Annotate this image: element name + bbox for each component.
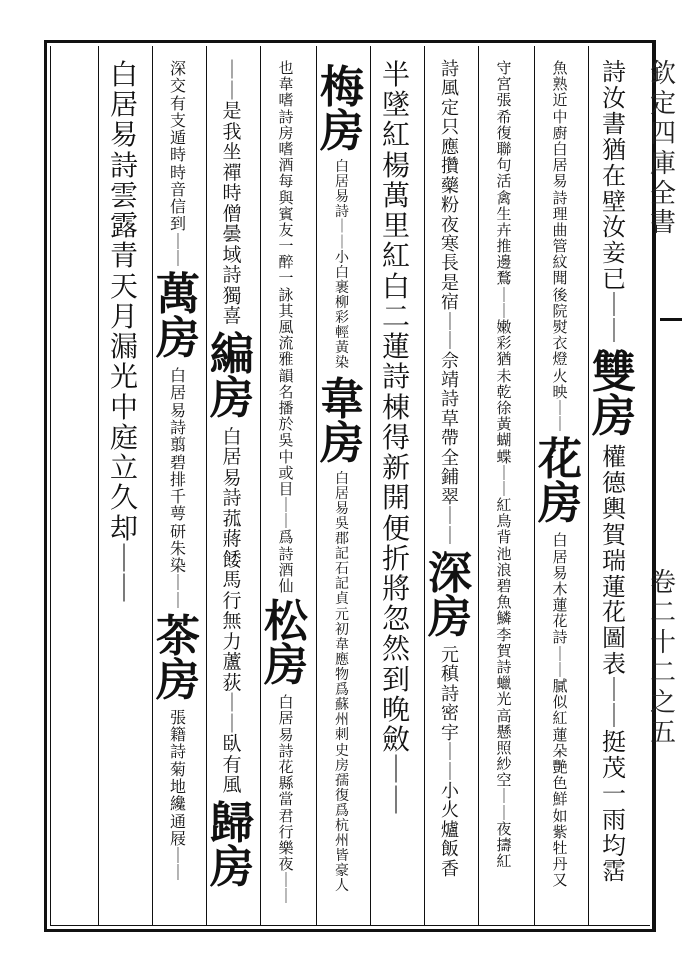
text-column — [102, 60, 146, 920]
entry-text: 白 居 易 詩 花 縣 當 君 行 樂 夜 ｜ ｜ — [278, 693, 294, 906]
entry-text: 魚 熟 近 中 廚 白 居 易 詩 理 曲 管 紋 聞 後 院 熨 衣 燈 火 映 ｜ ｜ — [552, 59, 568, 434]
entry-text: ｜ ｜ 是 我 坐 禪 時 僧 曇 域 詩 獨 喜 — [222, 59, 242, 328]
entry-heading: 編 房 — [210, 328, 254, 424]
text-column — [210, 60, 254, 920]
entry-heading: 梅 房 — [320, 62, 364, 157]
entry-heading: 歸 房 — [210, 797, 254, 893]
text-column — [320, 60, 364, 920]
text-column — [428, 60, 472, 920]
text-column — [374, 60, 418, 920]
entry-heading: 茶 房 — [156, 610, 200, 706]
column-rule — [588, 46, 589, 926]
column-rule — [424, 46, 425, 926]
text-column — [538, 60, 582, 920]
entry-text: 白 居 易 詩 ｜ ｜ 小 白 裹 柳 彩 輕 黃 染 — [335, 159, 349, 372]
entry-heading: 韋 房 — [320, 373, 364, 469]
entry-heading: 花 房 — [538, 434, 582, 530]
entry-text: 白 居 易 詩 雲 露 青 天 月 漏 光 中 庭 立 久 却 ｜ ｜ — [109, 58, 138, 605]
entry-text: 深 交 有 支 遁 時 時 音 信 到 ｜ ｜ — [169, 59, 186, 268]
column-rule — [98, 46, 99, 926]
entry-text: 詩 汝 書 猶 在 壁 汝 妾 已 ｜ ｜ — [602, 58, 626, 346]
text-column — [156, 60, 200, 920]
column-rule — [370, 46, 371, 926]
column-rule — [152, 46, 153, 926]
margin-header-volume: 卷 二 十 二 之 五 — [649, 568, 676, 748]
entry-heading: 雙 房 — [592, 346, 636, 442]
entry-text: 白 居 易 木 蓮 花 詩 ｜ ｜ 膩 似 紅 蓮 朵 艷 色 鮮 如 紫 牡 丹 又 — [552, 531, 568, 890]
entry-text: 詩 風 定 只 應 攢 藥 粉 夜 寒 長 是 宿 ｜ ｜ 佘 靖 詩 草 帶 全 鋪 翠 ｜ ｜ — [441, 59, 459, 547]
entry-text: 權 德 輿 賀 瑞 蓮 花 圖 表 ｜ ｜ 挺 茂 一 雨 均 霑 — [602, 442, 626, 886]
text-column — [592, 60, 636, 920]
text-column — [264, 60, 308, 920]
column-rule — [478, 46, 479, 926]
entry-heading: 深 房 — [428, 547, 472, 643]
column-rule — [534, 46, 535, 926]
entry-text: 守 宮 張 希 復 聯 句 活 禽 生 卉 推 邊 鶩 ｜ ｜ 嫩 彩 猶 未 乾 徐 黃 蝴 蝶 ｜ ｜ 紅 鳥 背 池 浪 碧 魚 鱗 李 賀 詩 蠟 光 高 懸 照 紗 空 ｜ ｜ 夜 擣 紅 — [496, 59, 512, 871]
entry-text: 元 稹 詩 密 宇 ｜ ｜ 小 火 爐 飯 香 — [441, 644, 459, 880]
entry-text: 半 墜 紅 楊 萬 里 紅 白 二 蓮 詩 棟 得 新 開 便 折 將 忽 然 到 晚 斂 ｜ ｜ — [381, 58, 410, 817]
entry-text: 白 居 易 詩 翦 碧 排 千 萼 研 朱 染 ｜ ｜ — [169, 366, 186, 610]
column-rule — [260, 46, 261, 926]
entry-heading: 萬 房 — [156, 269, 200, 365]
column-rule — [316, 46, 317, 926]
column-rule — [206, 46, 207, 926]
entry-text: 白 居 易 詩 菰 蔣 餧 馬 行 無 力 蘆 荻 ｜ ｜ 臥 有 風 — [222, 425, 242, 797]
entry-heading: 松 房 — [264, 596, 308, 692]
margin-header-title: 欽 定 四 庫 全 書 — [649, 59, 676, 239]
margin-header — [648, 60, 678, 749]
entry-text: 也 韋 嗜 詩 房 嗜 酒 每 與 賓 友 一 醉 一 詠 其 風 流 雅 韻 名 播 於 吳 中 或 目 ｜ ｜ 爲 詩 酒 仙 — [278, 59, 294, 595]
text-column — [482, 60, 526, 920]
margin-fishtail-mark — [660, 318, 682, 321]
entry-text: 張 籍 詩 菊 地 纔 通 屐 ｜ ｜ — [169, 707, 186, 883]
entry-text: 白 居 易 吳 郡 記 石 記 貞 元 初 韋 應 物 爲 蘇 州 刺 史 房 孺 復 爲 杭 州 皆 豪 人 — [335, 470, 349, 895]
